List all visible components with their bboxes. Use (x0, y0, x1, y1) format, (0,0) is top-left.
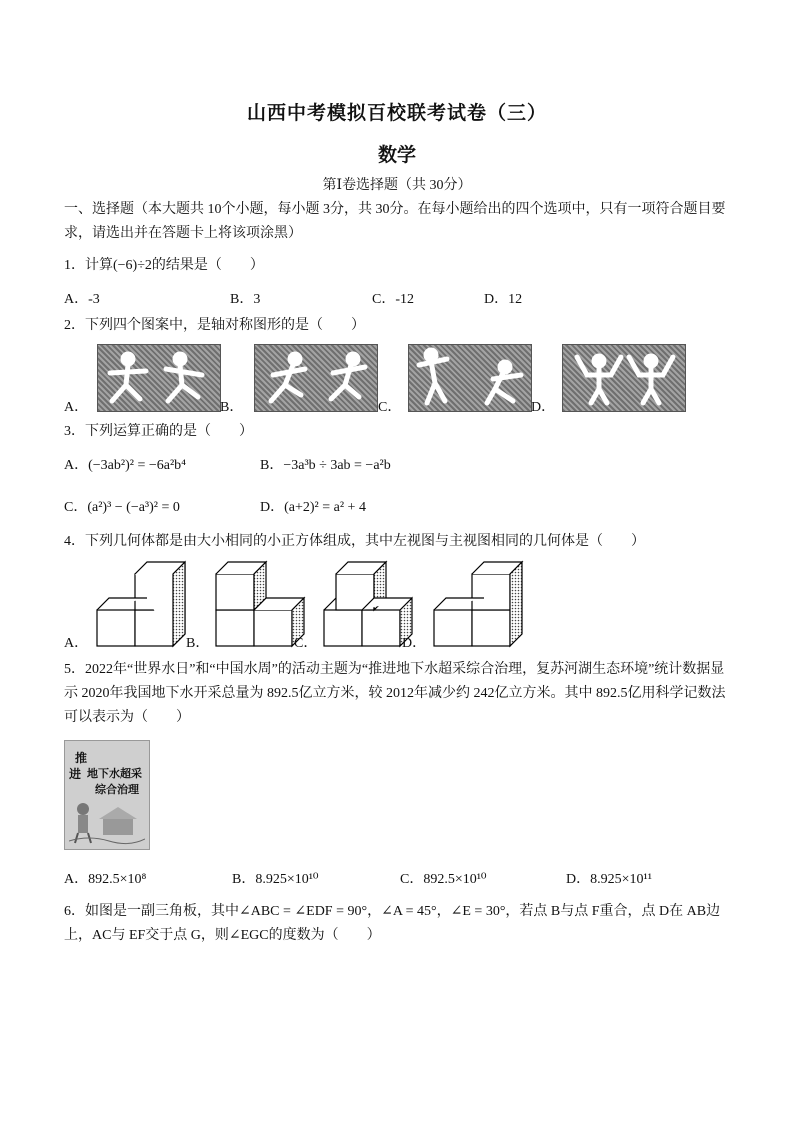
q4-figure-d (434, 562, 522, 646)
question-5-stem: 5．2022年“世界水日”和“中国水周”的活动主题为“推进地下水超采综合治理，复苏河湖生态环境”统计数据显示 2020年我国地下水开采总量为 892.5亿立方米，较 2012年减少约 242亿立方米。其中 892.5亿用科学记数法可以表示为（ ） (64, 662, 726, 725)
question-1-stem: 1．计算(−6)÷2的结果是（ ） (64, 258, 264, 273)
q5-poster-char-2: 进 (69, 767, 82, 781)
q5-option-d: D．8.925×10¹¹ (566, 872, 652, 887)
subject-heading: 数学 (377, 145, 416, 166)
q1-option-a: A．-3 (64, 292, 100, 307)
q2-label-c: C． (378, 400, 402, 415)
q2-label-d: D． (531, 400, 556, 415)
q5-option-a: A．892.5×10⁸ (64, 872, 147, 887)
q5-poster-line-2: 综合治理 (95, 784, 139, 796)
q1-option-c: C．-12 (372, 292, 414, 307)
q4-figure-a (97, 562, 185, 646)
q2-figure-a (97, 344, 221, 412)
q1-option-b: B．3 (230, 292, 261, 307)
paper-title: 山西中考模拟百校联考试卷（三） (246, 103, 547, 124)
q5-poster-illustration (69, 799, 145, 845)
q3-option-d: D．(a+2)² = a² + 4 (260, 500, 366, 515)
q5-poster-image (64, 740, 150, 850)
q2-figure-d (562, 344, 686, 412)
q2-figure-c (408, 344, 532, 412)
q4-label-c: C． (294, 636, 318, 651)
q3-option-c: C．(a²)³ − (−a³)² = 0 (64, 500, 180, 515)
q2-label-b: B． (220, 400, 244, 415)
q5-option-b: B．8.925×10¹⁰ (232, 872, 319, 887)
q4-cube-figures (64, 556, 574, 652)
q4-label-a: A． (64, 636, 89, 651)
q5-poster-char-1: 推 (75, 751, 88, 765)
instructions: 一、选择题（本大题共 10个小题，每小题 3分，共 30分。在每小题给出的四个选项中，只有一项符合题目要求，请选出并在答题卡上将该项涂黑） (64, 202, 726, 241)
q3-option-a: A．(−3ab²)² = −6a²b⁴ (64, 458, 187, 473)
question-4-stem: 4．下列几何体都是由大小相同的小正方体组成，其中左视图与主视图相同的几何体是（ ） (64, 534, 645, 549)
q4-label-b: B． (186, 636, 210, 651)
q2-figure-b (254, 344, 378, 412)
question-3-stem: 3．下列运算正确的是（ ） (64, 424, 253, 439)
question-2-stem: 2．下列四个图案中，是轴对称图形的是（ ） (64, 318, 365, 333)
q4-figure-b (216, 562, 304, 646)
q4-label-d: D． (402, 636, 427, 651)
section-heading: 第Ⅰ卷选择题（共 30分） (322, 178, 472, 193)
question-6-stem: 6．如图是一副三角板，其中∠ABC = ∠EDF = 90°，∠A = 45°，∠E = 30°，若点 B与点 F重合，点 D在 AB边上，AC与 EF交于点 G，则∠EGC的度数为（ ） (64, 904, 721, 943)
q3-option-b: B．−3a³b ÷ 3ab = −a²b (260, 458, 391, 473)
q5-option-c: C．892.5×10¹⁰ (400, 872, 487, 887)
q2-label-a: A． (64, 400, 89, 415)
q5-poster-line-1: 地下水超采 (87, 768, 142, 780)
q1-option-d: D．12 (484, 292, 523, 307)
q4-figure-c (324, 562, 412, 646)
